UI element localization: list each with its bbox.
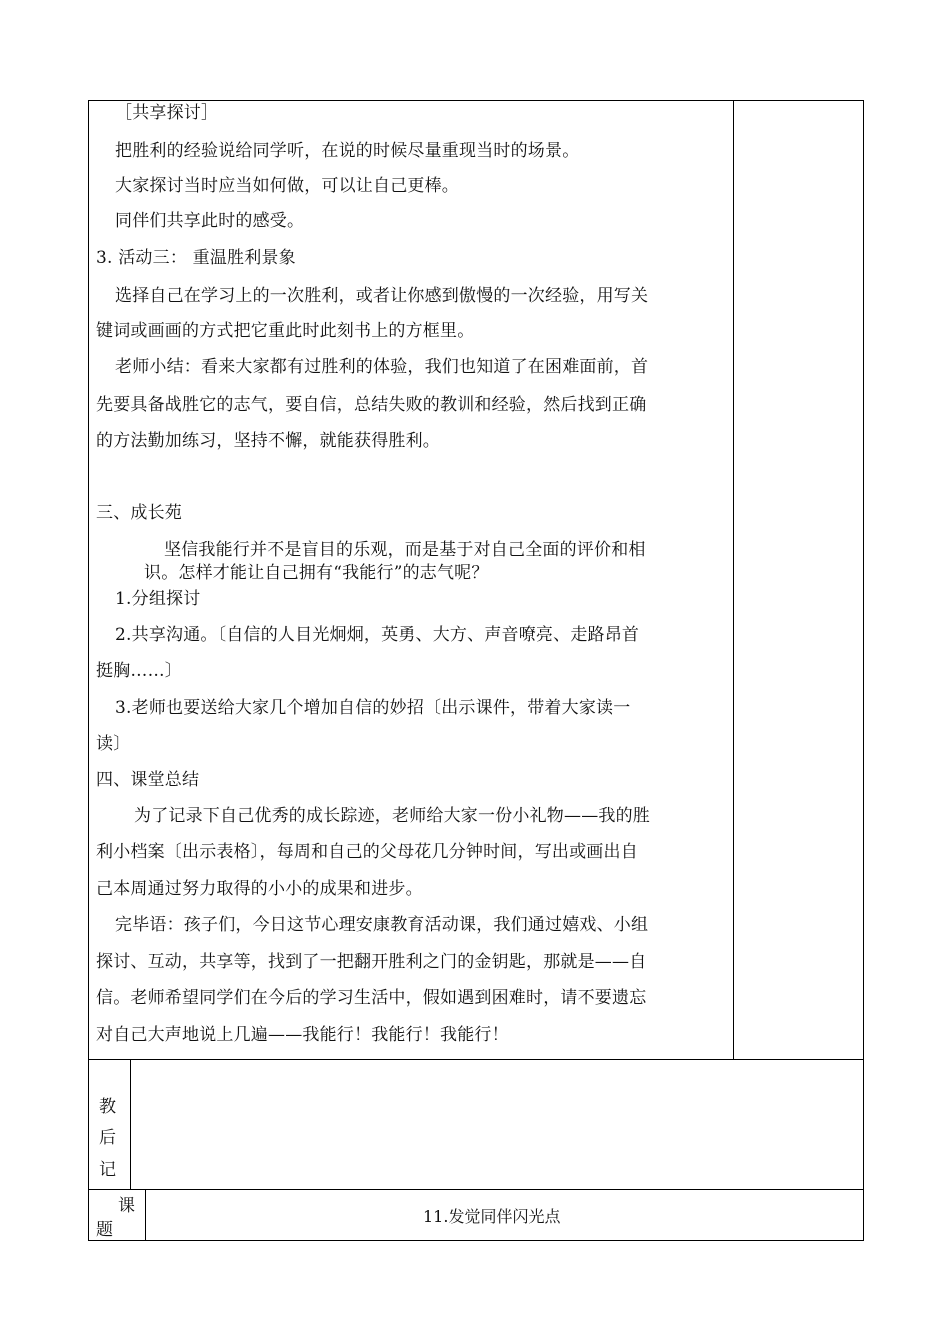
section-heading: 四、课堂总结 bbox=[96, 770, 200, 790]
text-line: 3. 活动三： 重温胜利景象 bbox=[96, 248, 296, 268]
text-line: 2.共享沟通。〔自信的人目光炯炯，英勇、大方、声音嘹亮、走路昂首 bbox=[115, 625, 640, 645]
section-heading: 三、成长苑 bbox=[96, 503, 182, 523]
text-line: 大家探讨当时应当如何做，可以让自己更棒。 bbox=[115, 176, 459, 196]
text-line: 同伴们共享此时的感受。 bbox=[115, 211, 305, 231]
content-right-divider bbox=[733, 100, 734, 1060]
text-line: 信。老师希望同学们在今后的学习生活中，假如遇到困难时，请不要遗忘 bbox=[96, 988, 647, 1008]
text-line: 坚信我能行并不是盲目的乐观，而是基于对自己全面的评价和相 bbox=[164, 540, 646, 560]
text-line: 选择自己在学习上的一次胜利，或者让你感到傲慢的一次经验，用写关 bbox=[115, 286, 649, 306]
text-line: 读〕 bbox=[96, 734, 131, 754]
text-line: 己本周通过努力取得的小小的成果和进步。 bbox=[96, 879, 423, 899]
text-line: 挺胸……〕 bbox=[96, 661, 182, 681]
text-line: 的方法勤加练习，坚持不懈，就能获得胜利。 bbox=[96, 431, 440, 451]
text-line: 把胜利的经验说给同学听，在说的时候尽量重现当时的场景。 bbox=[115, 141, 580, 161]
reflection-label-char: 教 bbox=[99, 1097, 116, 1117]
row-divider-1 bbox=[88, 1059, 864, 1060]
text-line: 先要具备战胜它的志气，要自信，总结失败的教训和经验，然后找到正确 bbox=[96, 395, 647, 415]
text-line: 1.分组探讨 bbox=[115, 589, 201, 609]
text-line: 识。怎样才能让自己拥有“我能行”的志气呢？ bbox=[144, 563, 489, 583]
text-line: 键词或画画的方式把它重此时此刻书上的方框里。 bbox=[96, 321, 475, 341]
lesson-label-char: 题 bbox=[96, 1220, 113, 1240]
text-line: ［共享探讨］ bbox=[115, 103, 219, 123]
reflection-label-char: 记 bbox=[99, 1160, 116, 1180]
text-line: 完毕语：孩子们，今日这节心理安康教育活动课，我们通过嬉戏、小组 bbox=[115, 915, 649, 935]
text-line: 老师小结：看来大家都有过胜利的体验，我们也知道了在困难面前，首 bbox=[115, 357, 649, 377]
lesson-title: 11.发觉同伴闪光点 bbox=[423, 1207, 561, 1226]
lesson-label-divider bbox=[145, 1189, 146, 1241]
reflection-label-char: 后 bbox=[99, 1128, 116, 1148]
row-divider-2 bbox=[88, 1189, 864, 1190]
text-line: 对自己大声地说上几遍——我能行！我能行！我能行！ bbox=[96, 1025, 509, 1045]
text-line: 利小档案〔出示表格〕，每周和自己的父母花几分钟时间，写出或画出自 bbox=[96, 842, 638, 862]
reflection-label-divider bbox=[130, 1059, 131, 1190]
text-line: 为了记录下自己优秀的成长踪迹，老师给大家一份小礼物——我的胜 bbox=[134, 806, 650, 826]
lesson-label-char: 课 bbox=[118, 1196, 135, 1216]
text-line: 3.老师也要送给大家几个增加自信的妙招〔出示课件，带着大家读一 bbox=[115, 698, 631, 718]
text-line: 探讨、互动，共享等，找到了一把翻开胜利之门的金钥匙，那就是——自 bbox=[96, 952, 647, 972]
lesson-table bbox=[88, 100, 864, 1241]
